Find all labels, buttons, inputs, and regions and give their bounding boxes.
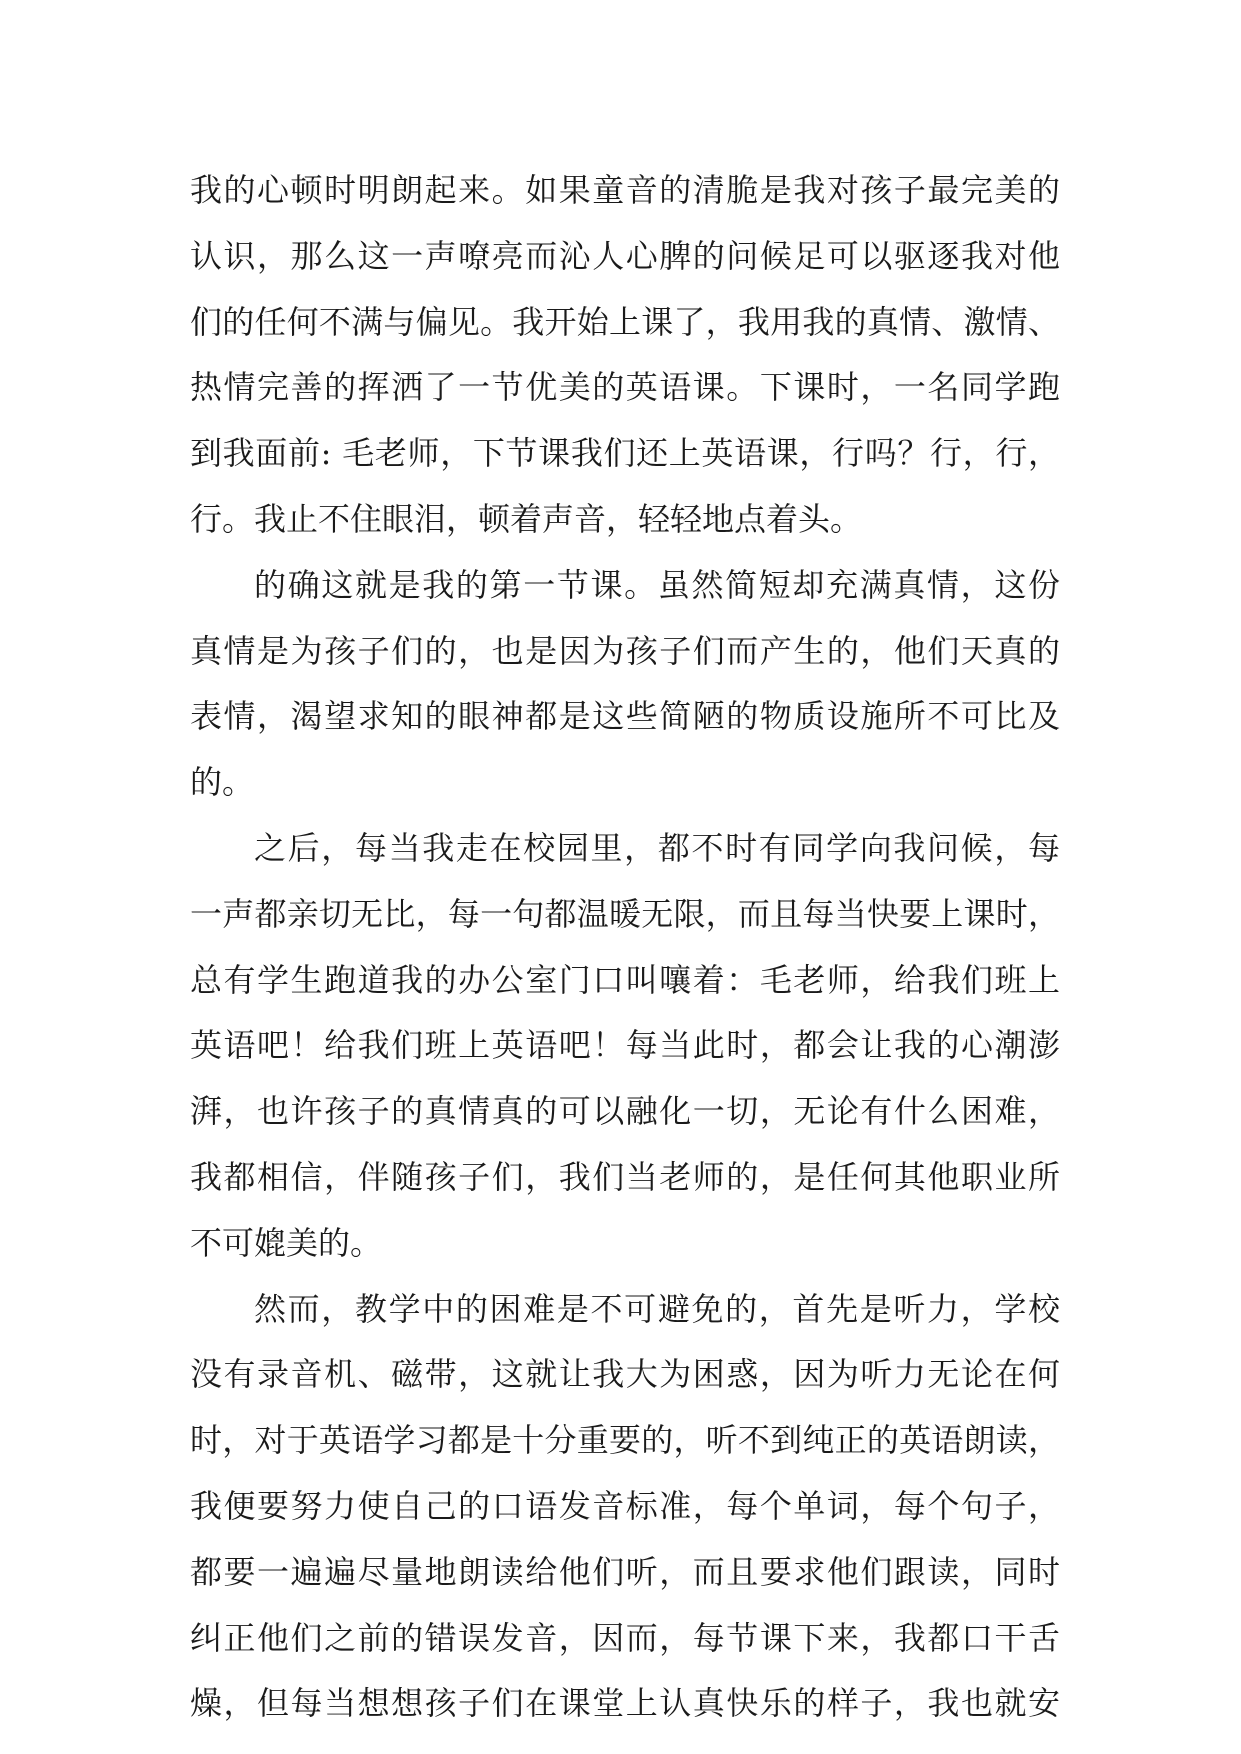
text-line: 真情是为孩子们的，也是因为孩子们而产生的，他们天真的	[190, 631, 1060, 670]
paragraph-3	[190, 816, 1060, 1277]
text-line: 纠正他们之前的错误发音，因而，每节课下来，我都口干舌	[190, 1618, 1060, 1657]
text-line: 不可媲美的。	[190, 1223, 383, 1262]
paragraph-4	[190, 1277, 1060, 1738]
text-line: 之后，每当我走在校园里，都不时有同学向我问候，每	[254, 828, 1060, 867]
text-line: 时，对于英语学习都是十分重要的，听不到纯正的英语朗读，	[190, 1421, 1060, 1460]
text-line: 表情，渴望求知的眼神都是这些简陋的物质设施所不可比及	[190, 697, 1060, 736]
text-line: 我都相信，伴随孩子们，我们当老师的，是任何其他职业所	[190, 1157, 1060, 1196]
text-line: 都要一遍遍尽量地朗读给他们听，而且要求他们跟读，同时	[190, 1552, 1060, 1591]
text-line: 行。我止不住眼泪，顿着声音，轻轻地点着头。	[190, 499, 863, 538]
text-line: 我的心顿时明朗起来。如果童音的清脆是我对孩子最完美的	[190, 171, 1060, 209]
text-line: 的确这就是我的第一节课。虽然简短却充满真情，这份	[254, 565, 1060, 604]
document-body	[190, 158, 1060, 1737]
text-line: 总有学生跑道我的办公室门口叫嚷着：毛老师，给我们班上	[190, 960, 1060, 999]
text-line: 的。	[190, 763, 255, 802]
text-line: 我便要努力使自己的口语发音标准，每个单词，每个句子，	[190, 1486, 1060, 1525]
text-line: 没有录音机、磁带，这就让我大为困惑，因为听力无论在何	[190, 1355, 1060, 1394]
text-line: 热情完善的挥洒了一节优美的英语课。下课时，一名同学跑	[190, 368, 1060, 407]
text-line: 英语吧！给我们班上英语吧！每当此时，都会让我的心潮澎	[190, 1026, 1060, 1065]
text-line: 湃，也许孩子的真情真的可以融化一切，无论有什么困难，	[190, 1092, 1060, 1131]
text-line: 燥，但每当想想孩子们在课堂上认真快乐的样子，我也就安	[190, 1684, 1060, 1723]
text-line: 然而，教学中的困难是不可避免的，首先是听力，学校	[254, 1289, 1060, 1328]
paragraph-2	[190, 553, 1060, 816]
text-line: 们的任何不满与偏见。我开始上课了，我用我的真情、激情、	[190, 302, 1060, 341]
text-line: 到我面前: 毛老师，下节课我们还上英语课，行吗？行，行，	[190, 434, 1060, 473]
text-line: 认识，那么这一声嘹亮而沁人心脾的问候足可以驱逐我对他	[190, 236, 1060, 275]
text-line: 一声都亲切无比，每一句都温暖无限，而且每当快要上课时，	[190, 894, 1060, 933]
paragraph-1	[190, 158, 1060, 553]
